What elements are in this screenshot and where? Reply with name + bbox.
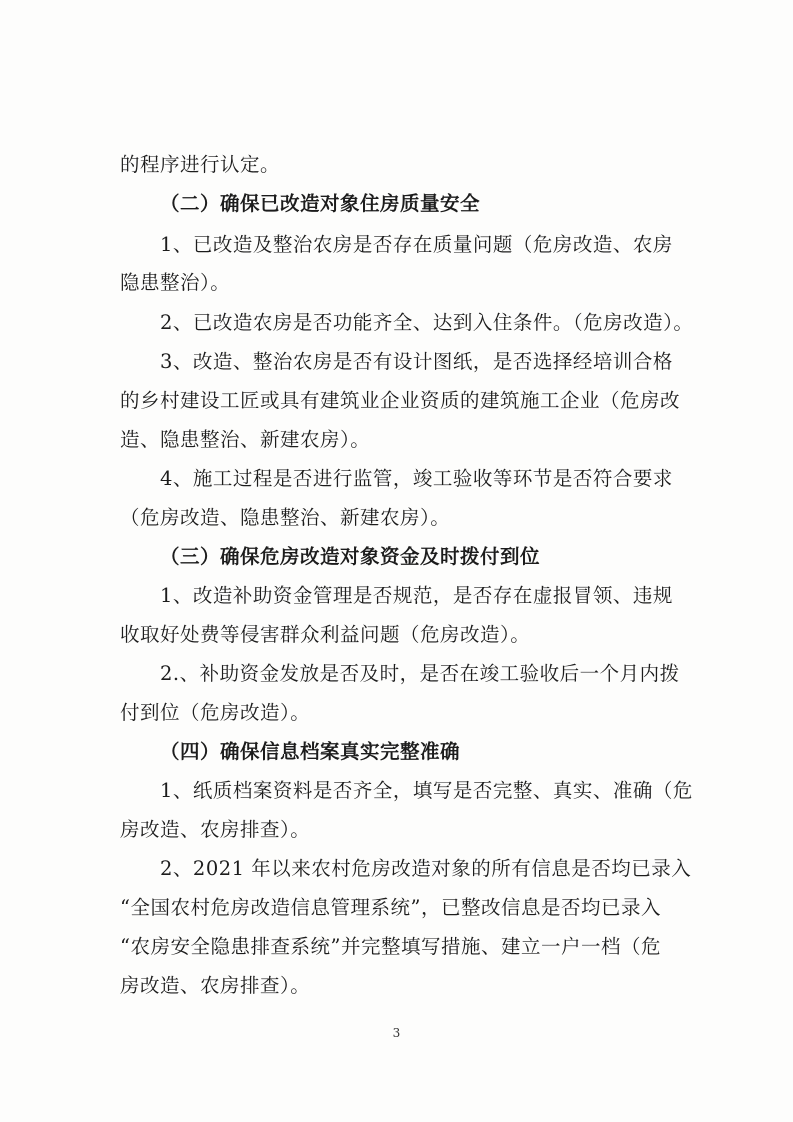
text-line-item-2-3: 3、改造、整治农房是否有设计图纸，是否选择经培训合格: [160, 350, 673, 373]
text-line-item-4-1: 1、纸质档案资料是否齐全，填写是否完整、真实、准确（危: [160, 779, 693, 802]
text-line-item-4-1-cont: 房改造、农房排查）。: [120, 818, 311, 841]
text-line-item-3-1-cont: 收取好处费等侵害群众利益问题（危房改造）。: [120, 623, 531, 646]
text-line-item-2-3-cont: 的乡村建设工匠或具有建筑业企业资质的建筑施工企业（危房改: [120, 389, 681, 412]
text-line-item-4-2-cont2: “农房安全隐患排查系统”并完整填写措施、建立一户一档（危: [120, 935, 661, 958]
section-heading-2: （二）确保已改造对象住房质量安全: [160, 192, 481, 215]
page-number: 3: [392, 1026, 401, 1040]
text-line-item-2-1-cont: 隐患整治）。: [120, 271, 231, 294]
text-line-continuation: 的程序进行认定。: [120, 153, 281, 176]
text-line-item-3-2-cont: 付到位（危房改造）。: [120, 701, 311, 724]
text-line-item-2-4-cont: （危房改造、隐患整治、新建农房）。: [120, 506, 451, 529]
text-line-item-4-2-cont: “全国农村危房改造信息管理系统”，已整改信息是否均已录入: [120, 896, 661, 919]
text-line-item-4-2: 2、2021 年以来农村危房改造对象的所有信息是否均已录入: [160, 857, 692, 880]
section-heading-4: （四）确保信息档案真实完整准确: [160, 740, 461, 763]
section-heading-3: （三）确保危房改造对象资金及时拨付到位: [160, 545, 541, 568]
text-line-item-2-2: 2、已改造农房是否功能齐全、达到入住条件。（危房改造）。: [160, 311, 694, 334]
text-line-item-3-1: 1、改造补助资金管理是否规范，是否存在虚报冒领、违规: [160, 584, 673, 607]
text-line-item-4-2-cont3: 房改造、农房排查）。: [120, 974, 311, 997]
text-line-item-3-2: 2.、补助资金发放是否及时，是否在竣工验收后一个月内拨: [160, 662, 680, 685]
text-line-item-2-3-cont2: 造、隐患整治、新建农房）。: [120, 428, 371, 451]
text-line-item-2-4: 4、施工过程是否进行监管，竣工验收等环节是否符合要求: [160, 467, 673, 490]
text-line-item-2-1: 1、已改造及整治农房是否存在质量问题（危房改造、农房: [160, 233, 673, 256]
